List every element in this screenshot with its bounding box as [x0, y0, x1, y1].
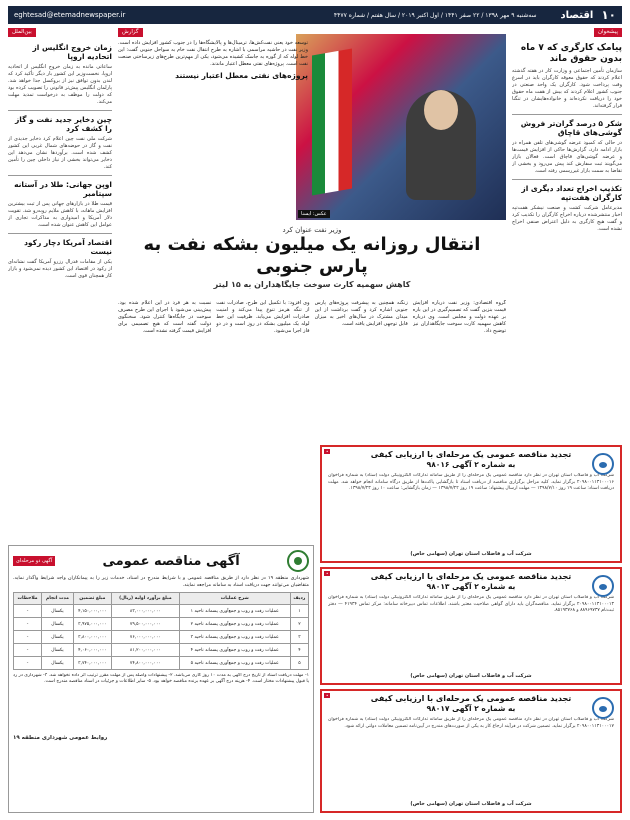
- ad-footer: شرکت آب و فاضلاب استان تهران (سهامی خاص): [410, 801, 532, 807]
- table-cell: ۳,۷۴۰,۰۰۰,۰۰۰: [73, 657, 111, 670]
- water-company-logo-icon: [592, 575, 614, 597]
- table-row: [14, 657, 309, 670]
- article-column: وی افزود: با تکمیل این طرح، صادرات نفت از تنگه هرمز تنوع پیدا می‌کند و امنیت صادرات افزایش می‌یابد. ظرفیت این خط لوله یک میلیون بشکه در روز است و در دو فاز اجرا می‌شود.: [216, 300, 310, 334]
- ad-body: شرکت آب و فاضلاب استان تهران در نظر دارد مناقصه عمومی یک مرحله‌ای را از طریق سامانه تدارکات الکترونیکی دولت (ستاد) به شماره فراخوان ۲۰۹۸۰۰۱۱۳۱۰۰۰۱۷ برگزار نماید. تضمین شرکت در فرآیند ارجاع کار به یکی از صورت‌های مندرج در آیین‌نامه تضمین معاملات دولتی ارائه شود.: [328, 717, 614, 729]
- article-headline: اقتصاد آمریکا دچار رکود نیست: [24, 238, 112, 256]
- municipality-logo-icon: [287, 550, 309, 572]
- ad-body: شرکت آب و فاضلاب استان تهران در نظر دارد مناقصه عمومی یک مرحله‌ای را از طریق سامانه تدارکات الکترونیکی دولت (ستاد) به شماره فراخوان ۲۰۹۸۰۰۱۱۳۱۰۰۰۱۶ برگزار نماید. کلیه مراحل برگزاری مناقصه از دریافت اسناد تا بازگشایی پاکت‌ها از طریق درگاه سامانه انجام خواهد شد. مهلت دریافت اسناد: ساعت ۱۹ روز ۱۳۹۸/۷/۱۰ — مهلت ارسال پیشنهاد: ساعت ۱۹ روز ۱۳۹۸/۷/۲۲ — زمان بازگشایی: ساعت ۱۰ روز ۱۳۹۸/۷/۲۳.: [328, 473, 614, 491]
- ad-title: تجدید مناقصه عمومی یک مرحله‌ای با ارزیابی کیفی: [370, 450, 572, 459]
- water-company-logo-icon: [592, 697, 614, 719]
- ad-label: •: [326, 449, 329, 454]
- article-headline: اوپن جهانی: طلا در آستانه سپتامبر: [14, 180, 112, 198]
- table-cell: -: [14, 644, 42, 657]
- right-column-tag: پیشخوان: [594, 28, 622, 37]
- table-cell: ۳,۹۷۵,۰۰۰,۰۰۰: [73, 618, 111, 631]
- table-cell: ۴: [290, 644, 308, 657]
- table-cell: -: [14, 618, 42, 631]
- ad-title: تجدید مناقصه عمومی یک مرحله‌ای با ارزیابی کیفی: [370, 572, 572, 581]
- left-column-tag: بین‌الملل: [8, 28, 36, 37]
- article-column: گروه اقتصادی: وزیر نفت درباره افزایش قیمت بنزین گفت که تصمیم‌گیری در این باره بر عهده دولت و مجلس است. وی درباره کاهش سهمیه کارت سوخت جایگاهداران نیز توضیح داد.: [412, 300, 506, 334]
- table-cell: ۴,۰۶۰,۰۰۰,۰۰۰: [73, 644, 111, 657]
- article-body: در حالی که کمبود عرضه گوشی‌های تلفن همراه در بازار ادامه دارد، گزارش‌ها حاکی از افزایش قیمت‌ها و عرضه گوشی‌های قاچاق است. فعالان بازار می‌گویند ثبت سفارش کند پیش می‌رود و بخشی از تقاضا به سمت بازار غیررسمی رفته است.: [512, 140, 622, 174]
- ad-footer: شرکت آب و فاضلاب استان تهران (سهامی خاص): [410, 551, 532, 557]
- water-company-logo-icon: [592, 453, 614, 475]
- headline-kicker: وزیر نفت عنوان کرد: [282, 226, 342, 234]
- table-cell: ۴,۱۵۰,۰۰۰,۰۰۰: [73, 605, 111, 618]
- table-cell: -: [14, 605, 42, 618]
- article-column: نسبت به هر فرد در این اعلام شده بود. پیش‌بینی می‌شود با اجرای این طرح مصرف سوخت در جایگاه‌ها کنترل شود. سخنگوی دولت گفته است که هیچ تصمیمی برای افزایش قیمت گرفته نشده است.: [118, 300, 212, 334]
- ad-subtitle: به شماره ۲ آگهی ۹۸۰۱۳: [426, 582, 516, 591]
- column-header: ردیف: [290, 593, 308, 605]
- main-headline-block: [118, 226, 506, 289]
- table-cell: ۵: [290, 657, 308, 670]
- column-header: شرح عملیات: [179, 593, 290, 605]
- tender-ad-3: [320, 689, 622, 813]
- ad-subtitle: به شماره ۲ آگهی ۹۸۰۱۷: [426, 704, 516, 713]
- column-header: ملاحظات: [14, 593, 42, 605]
- tender-badge: آگهی دو مرحله‌ای: [13, 556, 55, 566]
- page-header: [8, 6, 622, 24]
- table-row: [14, 644, 309, 657]
- article-headline: تکذیب اخراج تعداد دیگری از کارگران هفت‌تپه: [521, 184, 622, 202]
- tender-intro: شهرداری منطقه ۱۹ در نظر دارد از طریق مناقصه عمومی و با شرایط مندرج در اسناد، خدمات زیر را به پیمانکاران واجد شرایط واگذار نماید. متقاضیان می‌توانند جهت دریافت اسناد به سامانه مراجعه نمایند.: [13, 576, 309, 588]
- tender-title: آگهی مناقصه عمومی: [102, 553, 240, 569]
- table-cell: عملیات رفت و روب و جمع‌آوری پسماند ناحیه ۱: [179, 605, 290, 618]
- table-cell: ۸۱,۲۰۰,۰۰۰,۰۰۰: [112, 644, 180, 657]
- ad-body: شرکت آب و فاضلاب استان تهران در نظر دارد مناقصه عمومی یک مرحله‌ای را از طریق سامانه تدارکات الکترونیکی دولت (ستاد) به شماره فراخوان ۲۰۹۸۰۰۱۱۳۱۰۰۰۱۳ برگزار نماید. مناقصه‌گران باید دارای گواهی صلاحیت معتبر باشند. اطلاعات تماس دبیرخانه سامانه: مرکز تماس ۴۱۹۳۴ — دفتر ثبت‌نام ۸۸۹۶۹۷۳۷ و ۸۵۱۹۳۷۶۸.: [328, 595, 614, 613]
- divider: [8, 233, 112, 234]
- table-header-row: [14, 593, 309, 605]
- table-cell: -: [14, 657, 42, 670]
- column-header: مدت انجام: [42, 593, 74, 605]
- table-cell: ۷۶,۰۰۰,۰۰۰,۰۰۰: [112, 631, 180, 644]
- tender-ad-1: [320, 445, 622, 563]
- divider: [512, 114, 622, 115]
- iran-flag-graphic: [312, 48, 352, 195]
- article-headline: شکر ۵ درصد گران‌تر فروش گوشی‌های قاچاق: [520, 119, 622, 137]
- table-cell: عملیات رفت و روب و جمع‌آوری پسماند ناحیه ۴: [179, 644, 290, 657]
- article-body: مدیرعامل شرکت کشت و صنعت نیشکر هفت‌تپه اخبار منتشرشده درباره اخراج کارگران را تکذیب کرد و گفت هیچ کارگری به دلیل اعتراض صنفی اخراج نشده است.: [512, 205, 622, 232]
- tender-header: [13, 549, 309, 573]
- divider: [8, 110, 112, 111]
- main-article-columns: [118, 300, 506, 440]
- article-body: توسعه خود یعنی نفت‌کش‌ها، ترمینال‌ها و پالایشگاه‌ها را در جنوب کشور افزایش داده است. وزیر نفت در حاشیه مراسمی با اشاره به طرح انتقال نفت خام به سواحل جنوبی گفت: این خط لوله که از گوره به جاسک کشیده می‌شود، یکی از مهم‌ترین طرح‌های زیرساختی صنعت نفت است. پروژه‌های نفتی معطل اعتبار ماندند.: [118, 40, 308, 67]
- ad-label: •: [326, 571, 329, 576]
- left-column: [8, 28, 112, 528]
- column-header: مبلغ تضمین: [73, 593, 111, 605]
- article-column: زنگنه همچنین به پیشرفت پروژه‌های پارس جنوبی اشاره کرد و گفت برداشت از این میدان مشترک در سال‌های اخیر به میزان قابل توجهی افزایش یافته است.: [314, 300, 408, 327]
- table-cell: ۳: [290, 631, 308, 644]
- article-headline: چین دخایر جدید نفت و گاز را کشف کرد: [14, 115, 112, 133]
- article-body: سازمان تأمین اجتماعی و وزارت کار در هفته گذشته اعلام کردند که حقوق معوقه کارگران باید در اسرع وقت پرداخت شود. کارگران یک واحد صنعتی در جنوب کشور اعلام کردند که بیش از هفت ماه حقوق خود را دریافت نکرده‌اند و خانواده‌هایشان در تنگنا قرار گرفته‌اند.: [512, 68, 622, 109]
- section-title: اقتصاد: [560, 9, 594, 21]
- article-subheadline: پروژه‌های نفتی معطل اعتبار نیستند: [175, 71, 308, 80]
- table-cell: ۸۳,۰۰۰,۰۰۰,۰۰۰: [112, 605, 180, 618]
- table-cell: یکسال: [42, 631, 74, 644]
- section-email[interactable]: eghtesad@etemadnewspaper.ir: [14, 11, 126, 19]
- table-row: [14, 618, 309, 631]
- table-row: [14, 605, 309, 618]
- table-cell: یکسال: [42, 657, 74, 670]
- table-cell: ۱: [290, 605, 308, 618]
- table-cell: عملیات رفت و روب و جمع‌آوری پسماند ناحیه ۵: [179, 657, 290, 670]
- table-cell: عملیات رفت و روب و جمع‌آوری پسماند ناحیه ۳: [179, 631, 290, 644]
- article-headline: پیامک کارگری که ۷ ماه بدون حقوق ماند: [520, 43, 622, 64]
- page-number: ۱۰: [601, 8, 616, 22]
- article-headline: زمان خروج انگلیس از اتحادیه اروپا: [32, 43, 112, 61]
- table-cell: ۷۹,۵۰۰,۰۰۰,۰۰۰: [112, 618, 180, 631]
- main-article-tag: گزارش: [118, 28, 143, 37]
- tender-ad-2: [320, 567, 622, 685]
- divider: [512, 179, 622, 180]
- tender-signature: روابط عمومی شهرداری منطقه ۱۹: [13, 735, 108, 741]
- main-headline: انتقال روزانه یک میلیون بشکه نفت به پارس جنوبی: [143, 234, 481, 277]
- table-cell: ۷۴,۸۰۰,۰۰۰,۰۰۰: [112, 657, 180, 670]
- article-body: قیمت طلا در بازارهای جهانی پس از ثبت بیشترین افزایش ماهانه، با کاهش ملایم روبه‌رو شد. تقویت دلار آمریکا و امیدواری به مذاکرات تجاری از عوامل این کاهش عنوان شده است.: [8, 201, 112, 228]
- table-cell: -: [14, 631, 42, 644]
- column-header: مبلغ برآورد اولیه (ریال): [112, 593, 180, 605]
- table-row: [14, 631, 309, 644]
- table-cell: ۳,۸۰۰,۰۰۰,۰۰۰: [73, 631, 111, 644]
- article-body: ساعاتی مانده به زمان خروج انگلیس از اتحادیه اروپا، نخست‌وزیر این کشور بار دیگر تأکید کرد که لندن بدون توافق نیز از بروکسل جدا خواهد شد. پارلمان انگلیس پیش‌تر قانونی را تصویب کرده بود که دولت را موظف به درخواست تمدید مهلت می‌کند.: [8, 64, 112, 105]
- table-cell: یکسال: [42, 605, 74, 618]
- table-cell: ۲: [290, 618, 308, 631]
- table-cell: یکسال: [42, 644, 74, 657]
- divider: [8, 175, 112, 176]
- ad-footer: شرکت آب و فاضلاب استان تهران (سهامی خاص): [410, 673, 532, 679]
- article-body: یکی از مقامات فدرال رزرو آمریکا گفت نشانه‌ای از رکود در اقتصاد این کشور دیده نمی‌شود و بازار کار همچنان قوی است.: [8, 259, 112, 279]
- photo-caption: عکس: ایسنا: [298, 210, 330, 218]
- main-article-photo: [296, 34, 506, 220]
- table-cell: عملیات رفت و روب و جمع‌آوری پسماند ناحیه ۲: [179, 618, 290, 631]
- main-article-top-text: [118, 28, 308, 224]
- ad-subtitle: به شماره ۲ آگهی ۹۸۰۱۶: [426, 460, 516, 469]
- ad-label: •: [326, 693, 329, 698]
- municipality-tender-ad: [8, 545, 314, 813]
- main-subheadline: کاهش سهمیه کارت سوخت جایگاهداران به ۱۵ لیتر: [213, 280, 411, 289]
- issue-date: سه‌شنبه ۹ مهر ۱۳۹۸ / ۲۲ صفر ۱۴۴۱ / اول اکتبر ۲۰۱۹ / سال هفتم / شماره ۴۴۷۷: [333, 11, 537, 19]
- ad-title: تجدید مناقصه عمومی یک مرحله‌ای با ارزیابی کیفی: [370, 694, 572, 703]
- table-cell: یکسال: [42, 618, 74, 631]
- article-body: شرکت ملی نفت چین اعلام کرد ذخایر جدیدی از نفت و گاز در حوضه‌های شمال غربی این کشور کشف شده است. برآوردها نشان می‌دهد این ذخایر می‌تواند بخشی از نیاز داخلی چین را تأمین کند.: [8, 136, 112, 170]
- speaker-face: [424, 90, 458, 130]
- tender-table: [13, 592, 309, 670]
- tender-notes: ۱- مهلت دریافت اسناد از تاریخ درج آگهی به مدت ۱۰ روز کاری می‌باشد. ۲- پیشنهادات واصله پس از مهلت مقرر ترتیب اثر داده نخواهد شد. ۳- شهرداری در رد یا قبول پیشنهادات مختار است. ۴- هزینه درج آگهی بر عهده برنده مناقصه خواهد بود. ۵- سایر اطلاعات و جزئیات در اسناد مناقصه مندرج است.: [13, 673, 309, 684]
